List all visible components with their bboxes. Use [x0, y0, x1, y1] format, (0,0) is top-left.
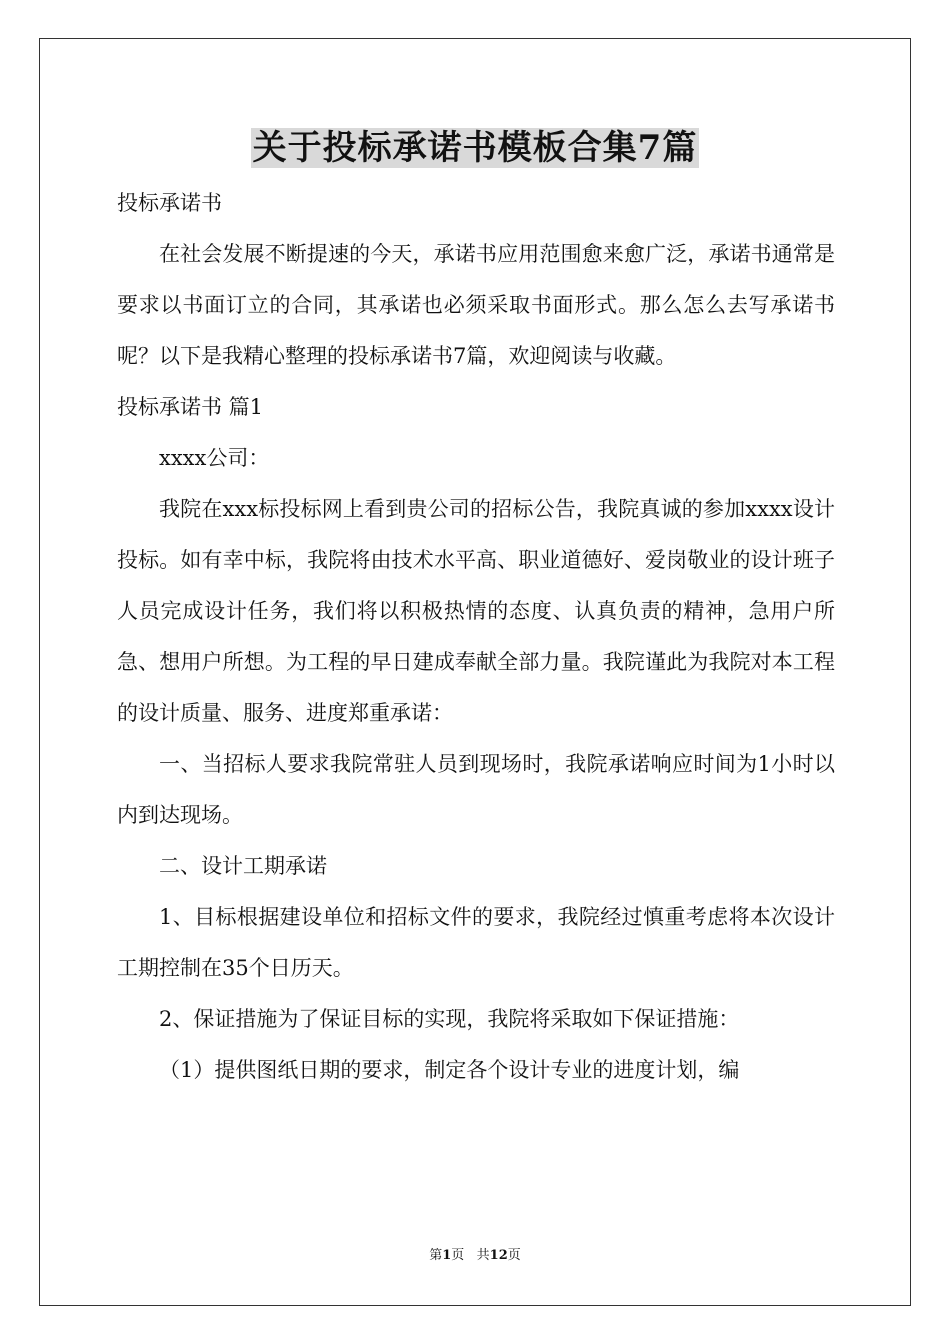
body-paragraph: 二、设计工期承诺 [159, 854, 327, 878]
body-paragraph: 一、当招标人要求我院常驻人员到现场时，我院承诺响应时间为1小时以内到达现场。 [117, 752, 835, 827]
body-paragraph: 我院在xxx标投标网上看到贵公司的招标公告，我院真诚的参加xxxx设计投标。如有幸中标，我院将由技术水平高、职业道德好、爱岗敬业的设计班子人员完成设计任务，我们将以积极热情的态度、认真负责的精神，急用户所急、想用户所想。为工程的早日建成奉献全部力量。我院谨此为我院对本工程的设计质量、服务、进度郑重承诺： [117, 497, 835, 725]
document-body [117, 178, 835, 1096]
current-page-number: 1 [442, 1248, 452, 1263]
page-mid: 页 共 [451, 1248, 490, 1263]
section-heading: 投标承诺书 [117, 191, 222, 215]
intro-paragraph: 在社会发展不断提速的今天，承诺书应用范围愈来愈广泛，承诺书通常是要求以书面订立的合同，其承诺也必须采取书面形式。那么怎么去写承诺书呢？以下是我精心整理的投标承诺书7篇，欢迎阅读与收藏。 [117, 242, 835, 368]
body-paragraph: （1）提供图纸日期的要求，制定各个设计专业的进度计划，编 [159, 1058, 740, 1082]
document-title [0, 126, 950, 170]
total-page-number: 12 [489, 1248, 508, 1263]
document-title-text: 关于投标承诺书模板合集7篇 [252, 128, 698, 168]
page-suffix: 页 [507, 1248, 521, 1263]
section-heading: 投标承诺书 篇1 [117, 395, 264, 419]
salutation: xxxx公司： [159, 446, 270, 470]
page-prefix: 第 [429, 1248, 443, 1263]
body-paragraph: 1、目标根据建设单位和招标文件的要求，我院经过慎重考虑将本次设计工期控制在35个日历天。 [117, 905, 835, 980]
body-paragraph: 2、保证措施为了保证目标的实现，我院将采取如下保证措施： [159, 1007, 740, 1031]
page-footer [0, 1247, 950, 1265]
